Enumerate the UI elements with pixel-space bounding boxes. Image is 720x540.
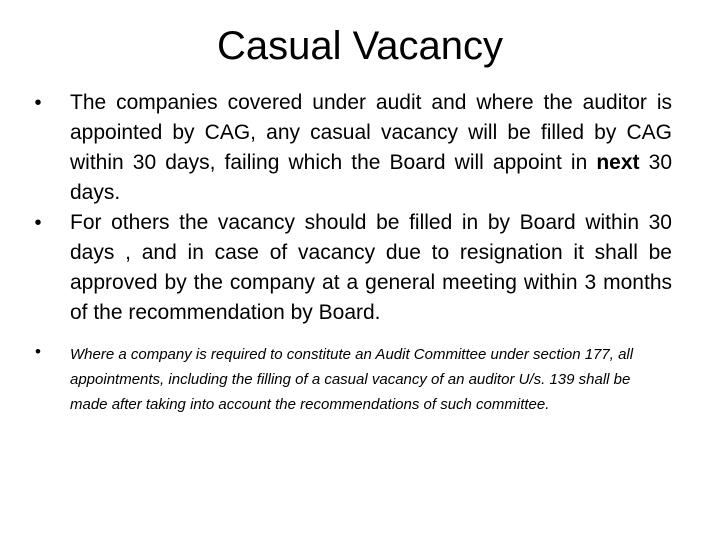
bullet-list	[28, 88, 672, 417]
slide-title: Casual Vacancy	[216, 24, 504, 68]
bullet-item-3	[28, 342, 672, 417]
bullet-dot-icon: •	[35, 342, 41, 361]
bullet-dot-icon: •	[34, 92, 42, 114]
bullet-dot-icon: •	[34, 212, 42, 234]
bullet-2-text: For others the vacancy should be filled in by Board within 30 days , and in case of vacancy due to resignation it shall be approved by the company at a general meeting within 3 months of the recommendation by Board.	[70, 211, 672, 324]
bullet-item-1	[28, 88, 672, 208]
bullet-item-2	[28, 208, 672, 328]
bullet-3-text: Where a company is required to constitute an Audit Committee under section 177, all appointments, including the filling of a casual vacancy of an auditor U/s. 139 shall be made after taking into account the recommendations of such committee.	[70, 346, 634, 413]
bullet-1-bold-text: next	[596, 151, 640, 174]
bullet-1-text-before: The companies covered under audit and where the auditor is appointed by CAG, any casual vacancy will be filled by CAG within 30 days, failing which the Board will appoint in	[70, 91, 672, 174]
bullet-1-text-after: 30 days.	[70, 151, 672, 204]
